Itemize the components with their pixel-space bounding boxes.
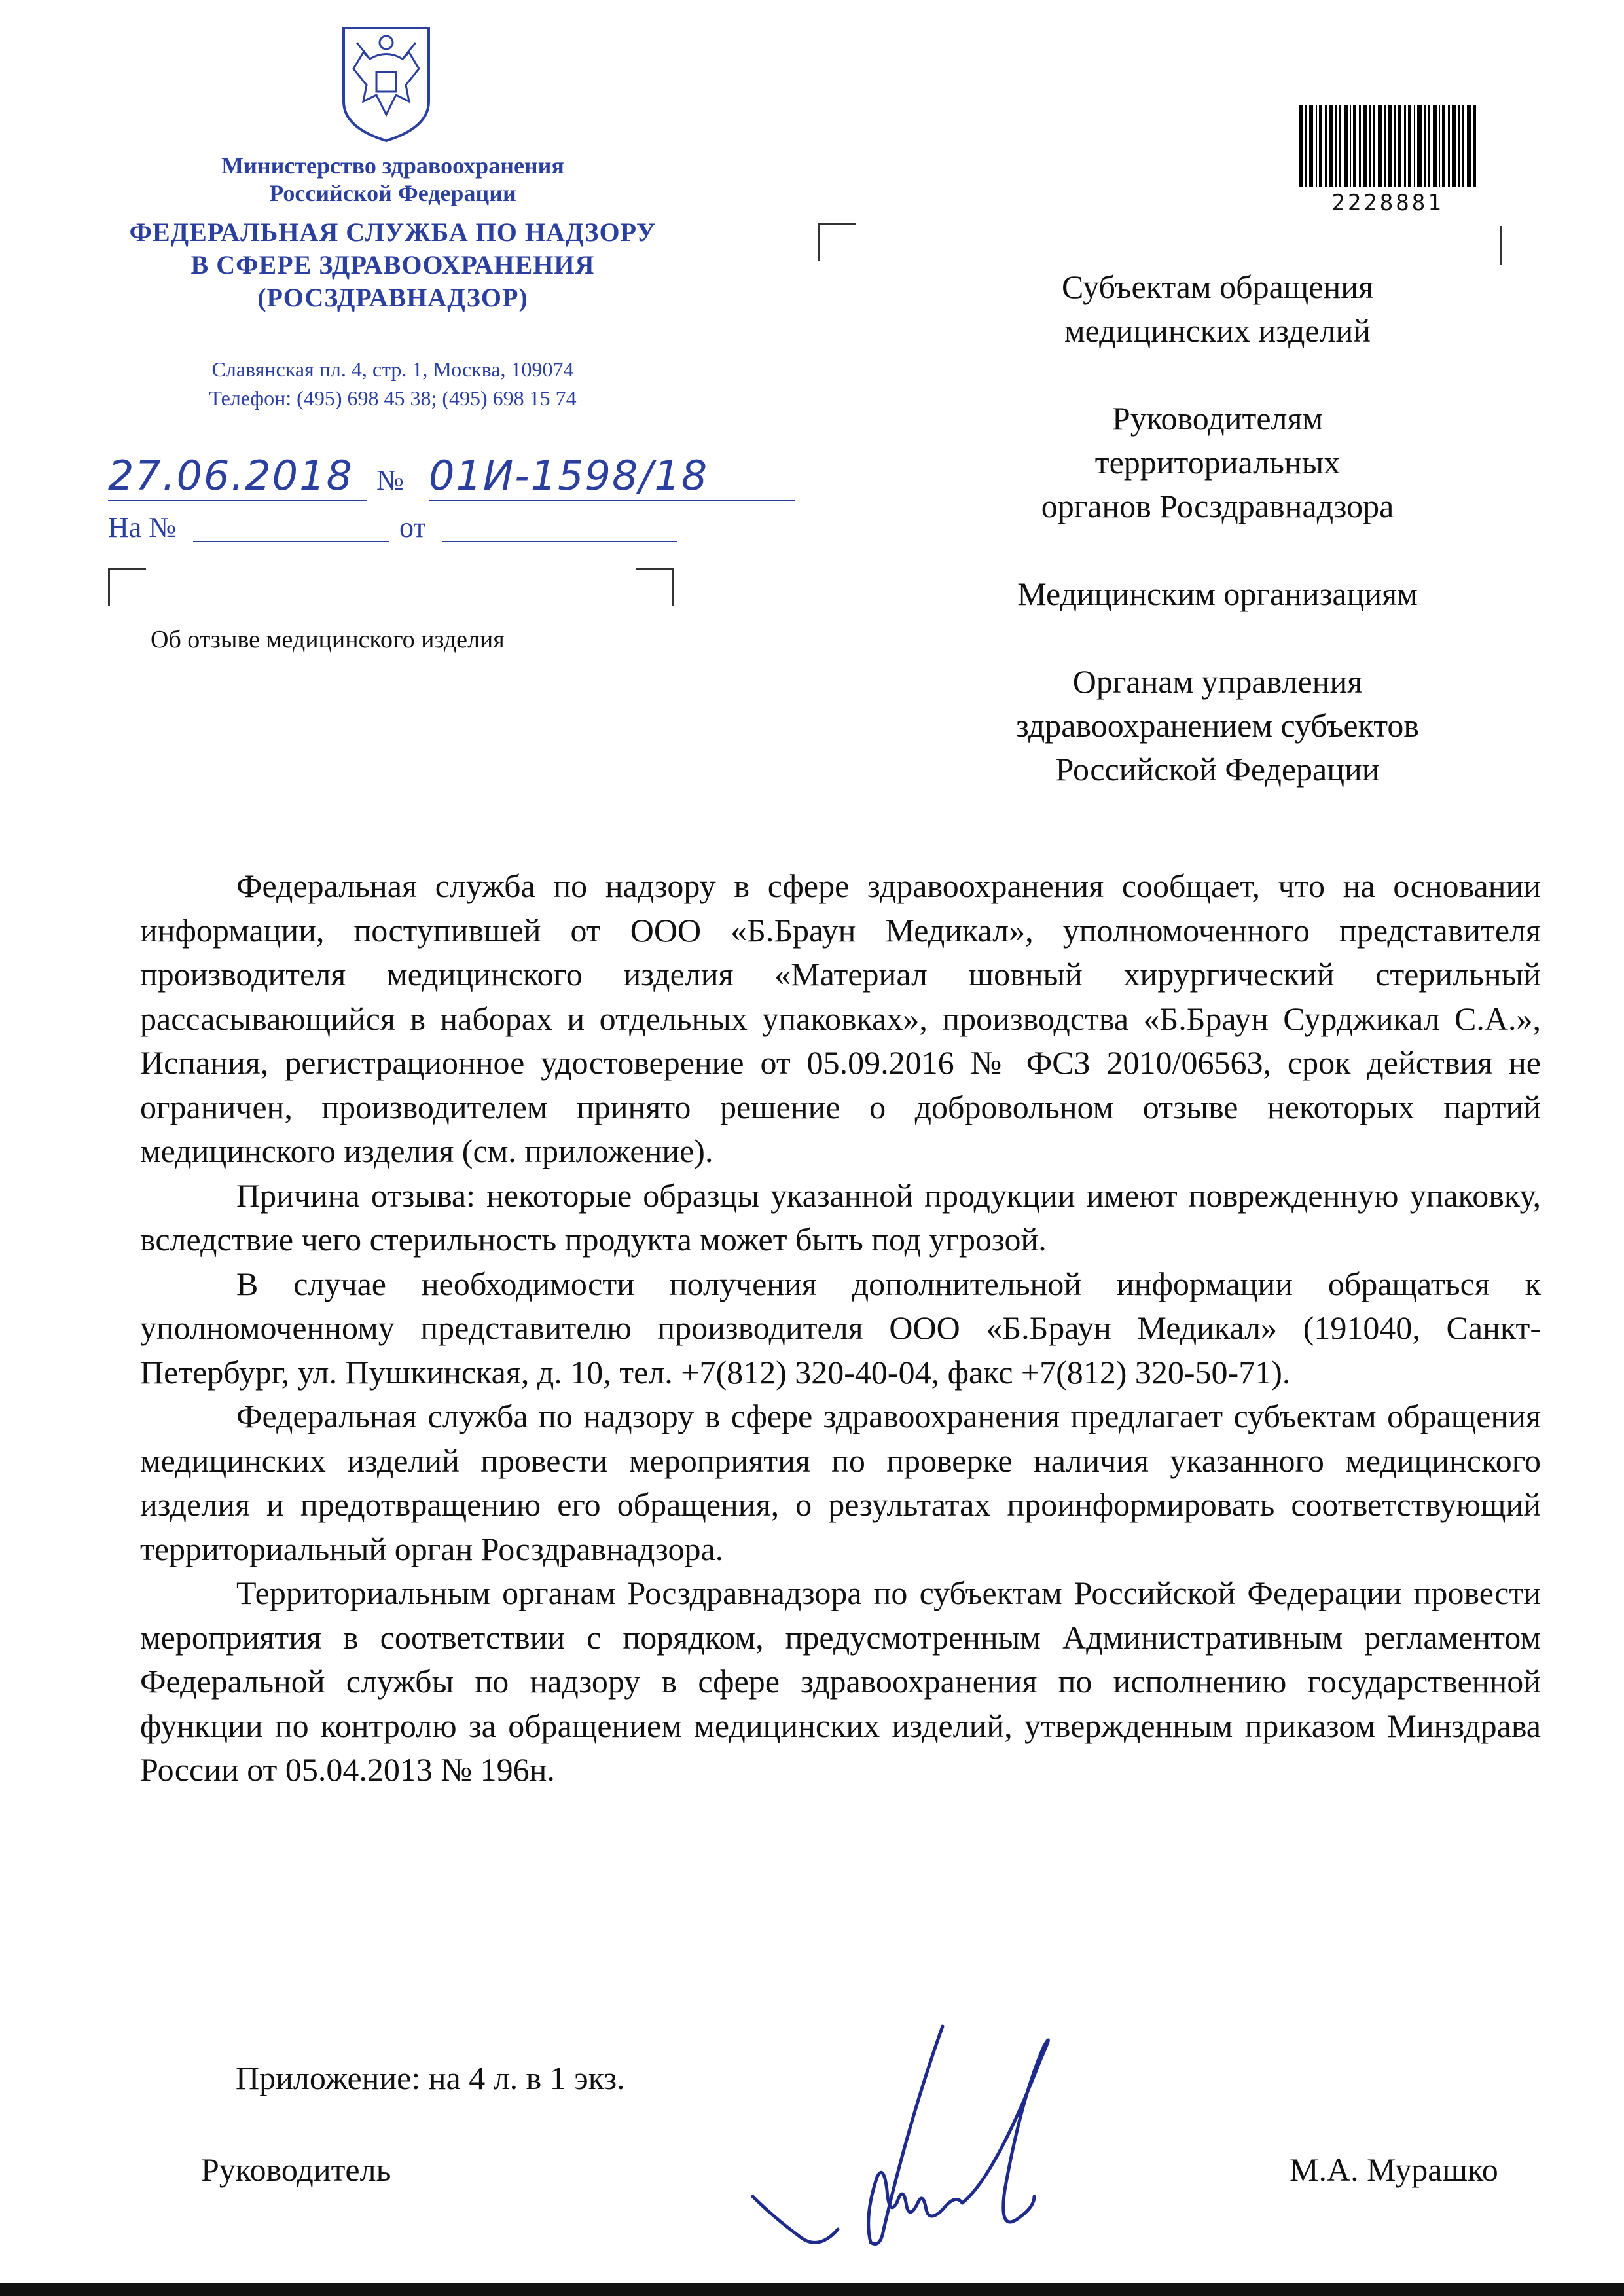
barcode	[1299, 105, 1476, 203]
barcode-number: 2228881	[1331, 190, 1444, 216]
reference-row	[108, 511, 697, 550]
service-line-3: (РОСЗДРАВНАДЗОР)	[257, 283, 528, 312]
registration-number: 01И-1598/18	[429, 452, 795, 501]
service-name	[65, 216, 720, 314]
addressee-line: медицинских изделий	[1064, 312, 1371, 349]
addressee-line: органов Росздравнадзора	[1041, 488, 1394, 524]
addressee-group	[880, 397, 1555, 528]
registration-date: 27.06.2018	[108, 452, 367, 501]
reference-date-blank	[442, 541, 677, 542]
subject-bracket-left	[108, 568, 146, 606]
ministry-name	[65, 152, 720, 207]
letter-body	[140, 864, 1541, 1793]
addressee-line: территориальных	[1094, 444, 1341, 481]
addressee-group	[880, 572, 1555, 616]
letter-subject: Об отзыве медицинского изделия	[151, 626, 505, 653]
addressee-line: здравоохранением субъектов	[1015, 707, 1420, 744]
addressee-block	[880, 265, 1555, 835]
appendix-note: Приложение: на 4 л. в 1 экз.	[236, 2060, 625, 2096]
registration-row	[108, 452, 763, 504]
addressee-group	[880, 660, 1555, 792]
addressee-group	[880, 265, 1555, 353]
scan-bottom-edge	[0, 2283, 1624, 2296]
addressee-line: Руководителям	[1111, 400, 1324, 437]
service-line-1: ФЕДЕРАЛЬНАЯ СЛУЖБА ПО НАДЗОРУ	[129, 217, 657, 247]
russian-coat-of-arms-icon	[337, 23, 435, 144]
address-bracket-left	[818, 223, 856, 261]
handwritten-signature	[746, 2020, 1100, 2262]
body-paragraph-3: В случае необходимости получения дополнительной информации обращаться к уполномоченному представителю производителя ООО «Б.Браун Медикал» (191040, Санкт-Петербург, ул. Пушкинская, д. 10, тел. +7(812) 320-40-04, факс +7(812) 320-50-71).	[140, 1265, 1541, 1391]
addressee-line: Органам управления	[1072, 663, 1363, 700]
service-phone: Телефон: (495) 698 45 38; (495) 698 15 74	[209, 386, 577, 410]
service-line-2: В СФЕРЕ ЗДРАВООХРАНЕНИЯ	[190, 250, 595, 280]
body-paragraph-5: Территориальным органам Росздравнадзора по субъектам Российской Федерации провести мероприятия в соответствии с порядком, предусмотренным Административным регламентом Федеральной службы по надзору в сфере здравоохранения по исполнению государственной функции по контролю за обращением медицинских изделий, утвержденным приказом Минздрава России от 05.04.2013 № 196н.	[140, 1575, 1541, 1788]
ministry-line-2: Российской Федерации	[269, 180, 516, 206]
addressee-line: Субъектам обращения	[1062, 268, 1373, 305]
ministry-line-1: Министерство здравоохранения	[221, 153, 564, 179]
registration-number-sign: №	[376, 464, 404, 496]
signer-name: М.А. Мурашко	[1290, 2151, 1498, 2188]
body-paragraph-1: Федеральная служба по надзору в сфере здравоохранения сообщает, что на основании информации, поступившей от ООО «Б.Браун Медикал», уполномоченного представителя производителя медицинского изделия «Материал шовный хирургический стерильный рассасывающийся в наборах и отдельных упаковках», производства «Б.Браун Сурджикал С.А.», Испания, регистрационное удостоверение от 05.09.2016 № ФСЗ 2010/06563, срок действия не ограничен, производителем принято решение о добровольном отзыве некоторых партий медицинского изделия (см. приложение).	[140, 867, 1541, 1169]
addressee-line: Медицинским организациям	[1017, 575, 1418, 612]
service-address: Славянская пл. 4, стр. 1, Москва, 109074	[211, 357, 574, 381]
reference-from-label: от	[399, 511, 426, 543]
reference-number-blank	[193, 541, 389, 542]
subject-bracket-right	[636, 568, 674, 606]
body-paragraph-4: Федеральная служба по надзору в сфере здравоохранения предлагает субъектам обращения медицинских изделий провести мероприятия по проверке наличия указанного медицинского изделия и предотвращению его обращения, о результатах проинформировать соответствующий территориальный орган Росздравнадзора.	[140, 1398, 1541, 1567]
reference-label: На №	[108, 511, 177, 543]
service-contacts	[65, 355, 720, 412]
signer-position: Руководитель	[201, 2151, 391, 2188]
body-paragraph-2: Причина отзыва: некоторые образцы указанной продукции имеют поврежденную упаковку, вследствие чего стерильность продукта может быть под угрозой.	[140, 1176, 1541, 1258]
addressee-line: Российской Федерации	[1055, 751, 1380, 788]
address-bracket-right	[1500, 226, 1502, 265]
